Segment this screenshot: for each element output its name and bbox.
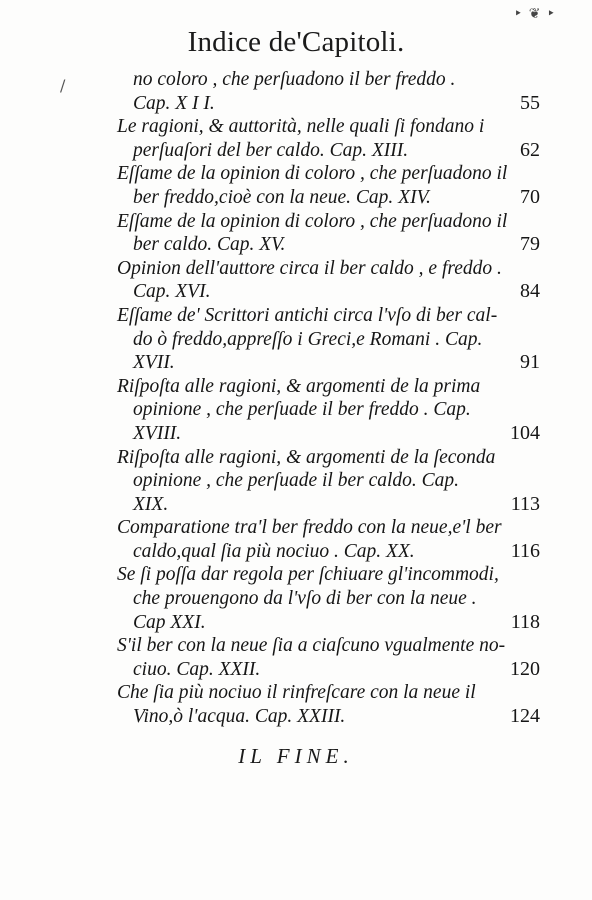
index-line bbox=[117, 516, 540, 540]
index-line bbox=[117, 493, 540, 517]
index-line-text: Opinion dell'auttore circa il ber caldo , e freddo . bbox=[117, 257, 502, 279]
finis-line: IL FINE. bbox=[238, 744, 354, 768]
index-line bbox=[117, 257, 540, 281]
page-number: 120 bbox=[510, 657, 540, 680]
index-line-text: Se ſi poſſa dar regola per ſchiuare gl'incommodi, bbox=[117, 564, 499, 586]
page-number: 70 bbox=[520, 185, 540, 208]
page-number: 104 bbox=[510, 421, 540, 444]
index-line-text: XIX. bbox=[133, 493, 169, 515]
index-line-text: Eſſame de la opinion di coloro , che perſuadono il bbox=[117, 163, 508, 185]
index-line-text: Cap XXI. bbox=[133, 611, 206, 633]
index-line-text: Eſſame de' Scrittori antichi circa l'vſo di ber cal- bbox=[117, 304, 498, 326]
index-line-text: XVII. bbox=[133, 352, 175, 374]
index-line bbox=[117, 469, 540, 493]
index-line-text: caldo,qual ſia più nociuo . Cap. XX. bbox=[133, 540, 415, 562]
index-line bbox=[117, 705, 540, 729]
page-number: 55 bbox=[520, 91, 540, 114]
index-line bbox=[117, 115, 540, 139]
index-line-text: do ò freddo,appreſſo i Greci,e Romani . Cap. bbox=[133, 328, 483, 350]
index-line bbox=[117, 587, 540, 611]
index-line bbox=[117, 186, 540, 210]
ornament-mark: ‣ ❦ ‣ bbox=[514, 6, 557, 22]
chapter-index-list bbox=[117, 68, 540, 729]
page-number: 116 bbox=[510, 539, 540, 562]
page-number: 62 bbox=[520, 138, 540, 161]
index-line bbox=[117, 563, 540, 587]
index-line bbox=[117, 92, 540, 116]
index-line bbox=[117, 422, 540, 446]
page-number: 91 bbox=[520, 351, 540, 374]
index-line-text: no coloro , che perſuadono il ber freddo . bbox=[133, 69, 456, 90]
index-line bbox=[117, 375, 540, 399]
index-line-text: XVIII. bbox=[133, 422, 182, 444]
index-line-text: S'il ber con la neue ſia a ciaſcuno vgualmente no- bbox=[117, 635, 506, 657]
page-number: 124 bbox=[510, 705, 540, 728]
index-line bbox=[117, 681, 540, 705]
index-line-text: Le ragioni, & auttorità, nelle quali ſi fondano i bbox=[117, 116, 485, 138]
index-line-text: Cap. XVI. bbox=[133, 281, 211, 303]
index-line-text: opinione , che perſuade il ber freddo . Cap. bbox=[133, 399, 471, 421]
index-line bbox=[117, 540, 540, 564]
index-line bbox=[117, 139, 540, 163]
margin-mark: / bbox=[60, 76, 66, 95]
index-line bbox=[117, 233, 540, 257]
index-line-text: Riſpoſta alle ragioni, & argomenti de la prima bbox=[117, 375, 481, 397]
index-line bbox=[117, 611, 540, 635]
index-line-text: Comparatione tra'l ber freddo con la neue,e'l ber bbox=[117, 517, 502, 539]
index-line bbox=[117, 280, 540, 304]
page-title: Indice de'Capitoli. bbox=[187, 26, 405, 58]
index-line bbox=[117, 446, 540, 470]
page-number: 113 bbox=[510, 492, 540, 515]
index-line-text: che prouengono da l'vſo di ber con la neue . bbox=[133, 588, 477, 610]
index-line bbox=[117, 328, 540, 352]
index-line-text: opinione , che perſuade il ber caldo. Cap. bbox=[133, 470, 460, 492]
index-line bbox=[117, 210, 540, 234]
page-number: 79 bbox=[520, 233, 540, 256]
index-line bbox=[117, 162, 540, 186]
index-line-text: ber freddo,cioè con la neue. Cap. XIV. bbox=[133, 186, 431, 208]
index-line-text: perſuaſori del ber caldo. Cap. XIII. bbox=[133, 139, 409, 161]
index-line-text: ciuo. Cap. XXII. bbox=[133, 658, 261, 680]
index-line-text: Eſſame de la opinion di coloro , che perſuadono il bbox=[117, 210, 508, 232]
index-line bbox=[117, 304, 540, 328]
index-line-text: ber caldo. Cap. XV. bbox=[133, 234, 286, 256]
index-line bbox=[117, 68, 540, 92]
index-line bbox=[117, 398, 540, 422]
index-line-text: Cap. X I I. bbox=[133, 92, 215, 114]
index-line-text: Riſpoſta alle ragioni, & argomenti de la ſeconda bbox=[117, 446, 496, 468]
page-number: 118 bbox=[510, 610, 540, 633]
index-line-text: Vino,ò l'acqua. Cap. XXIII. bbox=[133, 706, 346, 728]
index-line bbox=[117, 634, 540, 658]
page-number: 84 bbox=[520, 280, 540, 303]
index-line bbox=[117, 351, 540, 375]
index-line-text: Che ſia più nociuo il rinfreſcare con la neue il bbox=[117, 682, 476, 704]
index-line bbox=[117, 658, 540, 682]
